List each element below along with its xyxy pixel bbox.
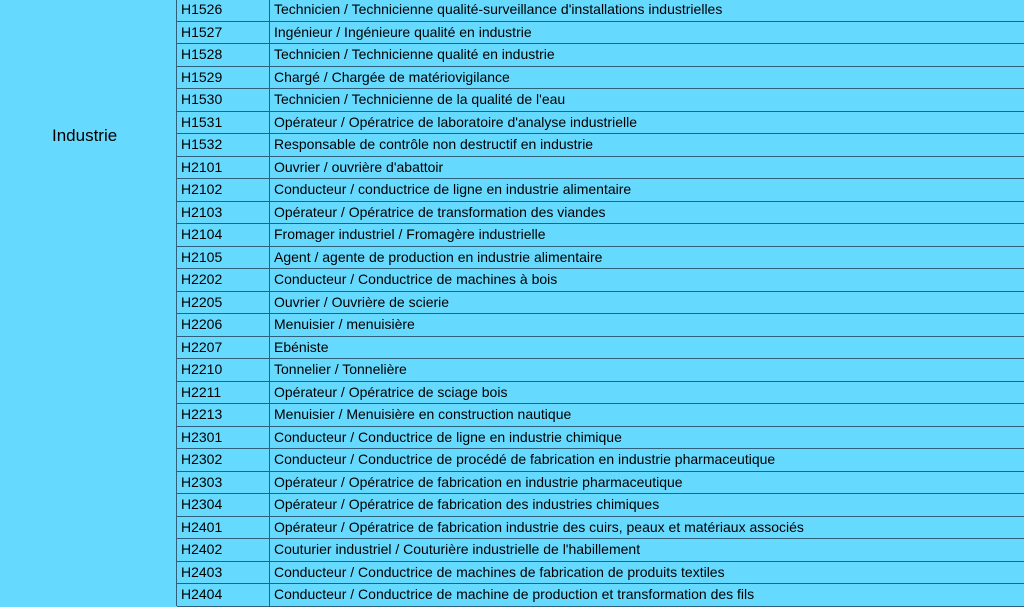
code-cell[interactable]: H2211: [177, 381, 270, 404]
code-cell[interactable]: H2301: [177, 426, 270, 449]
label-cell[interactable]: Opérateur / Opératrice de transformation des viandes: [270, 201, 1024, 224]
label-cell[interactable]: Ouvrier / Ouvrière de scierie: [270, 291, 1024, 314]
label-cell[interactable]: Tonnelier / Tonnelière: [270, 359, 1024, 382]
table-row: [177, 89, 1024, 112]
code-cell[interactable]: H1531: [177, 111, 270, 134]
code-cell[interactable]: H1530: [177, 89, 270, 112]
table-row: [177, 224, 1024, 247]
sector-label: Industrie: [52, 126, 117, 146]
table-row: [177, 0, 1024, 21]
label-cell[interactable]: Opérateur / Opératrice de sciage bois: [270, 381, 1024, 404]
label-cell[interactable]: Menuisier / Menuisière en construction nautique: [270, 404, 1024, 427]
label-cell[interactable]: Ingénieur / Ingénieure qualité en industrie: [270, 21, 1024, 44]
code-cell[interactable]: H1526: [177, 0, 270, 21]
table-row: [177, 246, 1024, 269]
table-row: [177, 269, 1024, 292]
code-cell[interactable]: H2102: [177, 179, 270, 202]
code-cell[interactable]: H2101: [177, 156, 270, 179]
code-cell[interactable]: H2202: [177, 269, 270, 292]
label-cell[interactable]: Technicien / Technicienne de la qualité de l'eau: [270, 89, 1024, 112]
label-cell[interactable]: Responsable de contrôle non destructif en industrie: [270, 134, 1024, 157]
code-cell[interactable]: H2105: [177, 246, 270, 269]
table-row: [177, 179, 1024, 202]
label-cell[interactable]: Chargé / Chargée de matériovigilance: [270, 66, 1024, 89]
code-cell[interactable]: H1529: [177, 66, 270, 89]
code-cell[interactable]: H2402: [177, 539, 270, 562]
sector-cell[interactable]: [0, 0, 177, 606]
table-row: [177, 584, 1024, 607]
code-cell[interactable]: H2213: [177, 404, 270, 427]
label-cell[interactable]: Opérateur / Opératrice de fabrication en industrie pharmaceutique: [270, 471, 1024, 494]
label-cell[interactable]: Conducteur / Conductrice de machine de production et transformation des fils: [270, 584, 1024, 607]
label-cell[interactable]: Conducteur / Conductrice de ligne en industrie chimique: [270, 426, 1024, 449]
table-row: [177, 449, 1024, 472]
label-cell[interactable]: Conducteur / conductrice de ligne en industrie alimentaire: [270, 179, 1024, 202]
code-cell[interactable]: H2210: [177, 359, 270, 382]
table-row: [177, 494, 1024, 517]
label-cell[interactable]: Technicien / Technicienne qualité en industrie: [270, 44, 1024, 67]
table-row: [177, 426, 1024, 449]
table-row: [177, 314, 1024, 337]
code-cell[interactable]: H1532: [177, 134, 270, 157]
table-row: [177, 291, 1024, 314]
code-cell[interactable]: H1527: [177, 21, 270, 44]
code-cell[interactable]: H2303: [177, 471, 270, 494]
table-row: [177, 201, 1024, 224]
code-cell[interactable]: H2304: [177, 494, 270, 517]
code-cell[interactable]: H2104: [177, 224, 270, 247]
table-row: [177, 134, 1024, 157]
code-cell[interactable]: H2205: [177, 291, 270, 314]
label-cell[interactable]: Fromager industriel / Fromagère industrielle: [270, 224, 1024, 247]
code-cell[interactable]: H2103: [177, 201, 270, 224]
code-cell[interactable]: H1528: [177, 44, 270, 67]
code-cell[interactable]: H2207: [177, 336, 270, 359]
table-row: [177, 516, 1024, 539]
table-row: [177, 156, 1024, 179]
label-cell[interactable]: Menuisier / menuisière: [270, 314, 1024, 337]
table-row: [177, 381, 1024, 404]
code-cell[interactable]: H2206: [177, 314, 270, 337]
label-cell[interactable]: Opérateur / Opératrice de fabrication industrie des cuirs, peaux et matériaux associés: [270, 516, 1024, 539]
table-row: [177, 21, 1024, 44]
table-row: [177, 404, 1024, 427]
code-cell[interactable]: H2403: [177, 561, 270, 584]
table-row: [177, 336, 1024, 359]
label-cell[interactable]: Conducteur / Conductrice de procédé de fabrication en industrie pharmaceutique: [270, 449, 1024, 472]
table-row: [177, 44, 1024, 67]
label-cell[interactable]: Couturier industriel / Couturière industrielle de l'habillement: [270, 539, 1024, 562]
code-cell[interactable]: H2404: [177, 584, 270, 607]
table-row: [177, 539, 1024, 562]
label-cell[interactable]: Technicien / Technicienne qualité-surveillance d'installations industrielles: [270, 0, 1024, 21]
table-row: [177, 471, 1024, 494]
label-cell[interactable]: Opérateur / Opératrice de laboratoire d'analyse industrielle: [270, 111, 1024, 134]
code-cell[interactable]: H2401: [177, 516, 270, 539]
table-row: [177, 111, 1024, 134]
label-cell[interactable]: Ouvrier / ouvrière d'abattoir: [270, 156, 1024, 179]
code-cell[interactable]: H2302: [177, 449, 270, 472]
label-cell[interactable]: Conducteur / Conductrice de machines à bois: [270, 269, 1024, 292]
table-row: [177, 561, 1024, 584]
job-table: [177, 0, 1024, 607]
label-cell[interactable]: Agent / agente de production en industrie alimentaire: [270, 246, 1024, 269]
table-row: [177, 66, 1024, 89]
label-cell[interactable]: Opérateur / Opératrice de fabrication des industries chimiques: [270, 494, 1024, 517]
label-cell[interactable]: Ebéniste: [270, 336, 1024, 359]
label-cell[interactable]: Conducteur / Conductrice de machines de fabrication de produits textiles: [270, 561, 1024, 584]
table-row: [177, 359, 1024, 382]
